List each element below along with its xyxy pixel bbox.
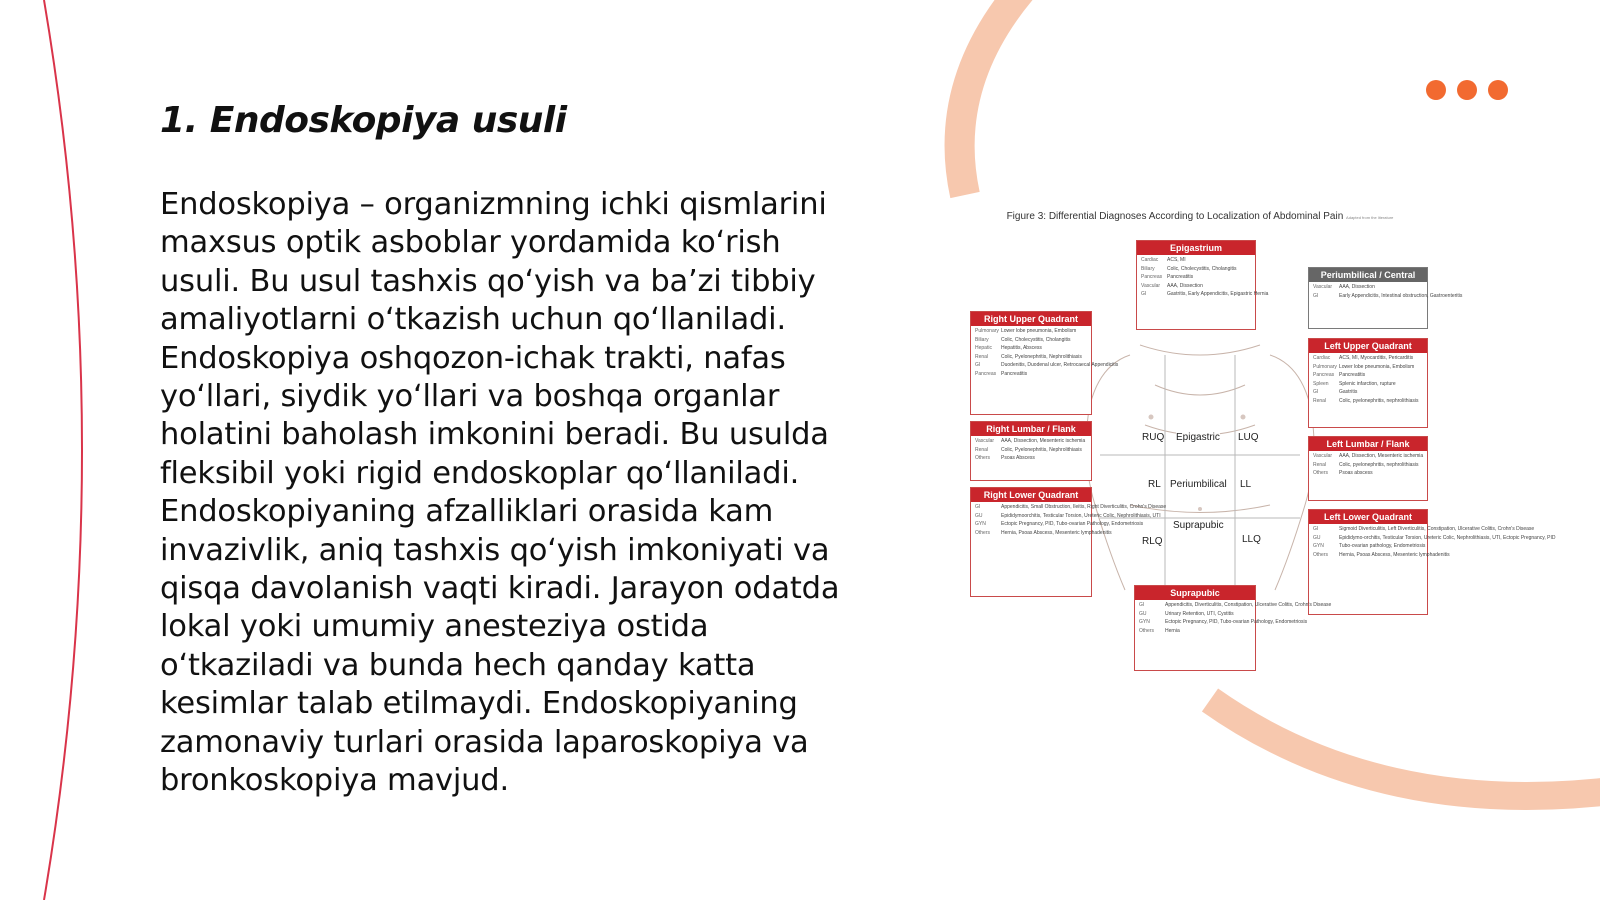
card-row <box>975 439 1087 445</box>
card-title: Right Upper Quadrant <box>971 312 1091 326</box>
region-rlq-label: RLQ <box>1142 536 1163 547</box>
card-row <box>975 521 1144 528</box>
card-right-upper-quadrant <box>970 311 1119 415</box>
card-row-diagnoses: Sigmoid Diverticulitis, Left Diverticulitis, Constipation, Ulcerative Colitis, Crohn's Disease <box>1339 526 1535 532</box>
card-row-diagnoses: Pancreatitis <box>1167 274 1194 280</box>
dot-icon <box>1426 80 1446 100</box>
card-row-diagnoses: Lower lobe pneumonia, Embolism <box>1339 363 1415 370</box>
card-row-category: GI <box>1313 292 1319 299</box>
card-title: Left Lower Quadrant <box>1309 510 1427 524</box>
card-row-category: Others <box>1313 551 1329 558</box>
card-row <box>1139 612 1251 618</box>
card-periumbilical <box>1308 267 1463 329</box>
card-row-category: Others <box>1139 627 1155 634</box>
card-row-diagnoses: Psoas abscess <box>1339 470 1373 476</box>
card-row-diagnoses: AAA, Dissection <box>1339 284 1375 290</box>
card-row <box>1313 551 1450 559</box>
nipple-mark <box>1149 415 1154 420</box>
card-row-diagnoses: Colic, pyelonephritis, nephrolithiasis <box>1339 461 1419 468</box>
region-ll-label: LL <box>1240 479 1252 490</box>
card-row <box>975 529 1112 537</box>
card-row-diagnoses: AAA, Dissection <box>1167 282 1203 289</box>
card-row-diagnoses: Colic, pyelonephritis, nephrolithiasis <box>1339 397 1419 404</box>
card-row-diagnoses: Hepatitis, Abscess <box>1001 345 1042 351</box>
region-periumbilical-label: Periumbilical <box>1170 479 1227 490</box>
card-row-category: Others <box>975 529 991 536</box>
card-row <box>1313 534 1556 542</box>
card-row-diagnoses: Hernia <box>1165 627 1180 634</box>
card-row-diagnoses: Colic, Cholecystitis, Cholangitis <box>1001 336 1071 343</box>
card-row-category: Renal <box>975 353 989 360</box>
card-row-diagnoses: Early Appendicitis, Intestinal obstruction, Gastroenteritis <box>1339 292 1463 299</box>
card-row-diagnoses: Gastritis, Early Appendicitis, Epigastric Hernia <box>1167 291 1269 297</box>
region-llq-label: LLQ <box>1242 534 1261 545</box>
card-row-category: Vascular <box>1141 282 1161 289</box>
card-row <box>1313 463 1423 469</box>
card-title: Suprapubic <box>1135 586 1255 600</box>
navel-mark <box>1198 507 1202 511</box>
card-row-category: Pulmonary <box>1313 363 1337 370</box>
card-row-diagnoses: ACS, MI, Myocarditis, Pericarditis <box>1339 355 1414 361</box>
card-row-diagnoses: Colic, Pyelonephritis, Nephrolithiasis <box>1001 446 1082 453</box>
card-row-category: GU <box>975 512 983 519</box>
card-row-category: Vascular <box>975 438 995 444</box>
card-row-category: Spleen <box>1313 380 1329 387</box>
card-row <box>975 504 1167 511</box>
card-row <box>1141 291 1269 298</box>
card-row-category: GI <box>1139 602 1145 608</box>
card-row-diagnoses: Lower lobe pneumonia, Embolism <box>1001 328 1077 334</box>
card-row <box>1313 292 1463 300</box>
decorative-dots <box>1426 80 1516 100</box>
card-row <box>975 346 1087 352</box>
card-row-diagnoses: AAA, Dissection, Mesenteric ischemia <box>1001 438 1086 444</box>
card-row <box>1313 471 1423 477</box>
card-row-diagnoses: ACS, MI <box>1167 257 1186 263</box>
card-row-category: Renal <box>1313 397 1327 404</box>
card-row <box>975 372 1087 378</box>
card-row-category: GYN <box>1139 619 1150 625</box>
card-row-diagnoses: Tubo-ovarian pathology, Endometriosis <box>1339 543 1426 549</box>
card-row-category: Vascular <box>1313 284 1333 290</box>
card-row-category: Hepatic <box>975 345 992 351</box>
card-row-category: Biliary <box>1141 265 1155 272</box>
region-luq-label: LUQ <box>1238 432 1259 443</box>
dot-icon <box>1457 80 1477 100</box>
card-row-diagnoses: Gastritis <box>1339 389 1358 395</box>
card-row <box>1313 382 1423 388</box>
card-title: Right Lumbar / Flank <box>971 422 1091 436</box>
card-row-diagnoses: Ectopic Pregnancy, PID, Tubo-ovarian Pathology, Endometriosis <box>1165 619 1308 625</box>
card-left-lower-quadrant <box>1308 509 1556 615</box>
card-row-category: GU <box>1139 610 1147 617</box>
card-row <box>1313 365 1423 371</box>
card-title: Left Upper Quadrant <box>1309 339 1427 353</box>
card-row <box>975 448 1087 454</box>
card-row <box>975 512 1161 520</box>
card-title: Epigastrium <box>1137 241 1255 255</box>
card-row-category: Renal <box>1313 461 1327 468</box>
card-suprapubic <box>1134 585 1332 671</box>
card-title: Left Lumbar / Flank <box>1309 437 1427 451</box>
card-row-category: GI <box>975 504 981 510</box>
card-row-category: Cardiac <box>1313 355 1331 361</box>
card-row-diagnoses: Pancreatitis <box>1001 370 1028 377</box>
card-row-category: Others <box>1313 470 1329 476</box>
card-row-diagnoses: Colic, Pyelonephritis, Nephrolithiasis <box>1001 353 1082 360</box>
card-row-category: Pulmonary <box>975 328 999 334</box>
card-row-category: Pancreas <box>1313 372 1335 378</box>
card-row-diagnoses: Appendicitis, Diverticulitis, Constipation, Ulcerative Colitis, Crohn's Disease <box>1165 602 1332 608</box>
card-row-category: GYN <box>975 521 986 527</box>
card-row-diagnoses: Colic, Cholecystitis, Cholangitis <box>1167 265 1237 272</box>
abdominal-pain-figure <box>960 205 1556 685</box>
figure-caption-text: Figure 3: Differential Diagnoses According to Localization of Abdominal Pain <box>1006 211 1344 222</box>
left-accent-curve <box>44 0 82 900</box>
card-row-category: GI <box>1141 291 1147 297</box>
card-row-diagnoses: Epididymo-orchitis, Testicular Torsion, Ureteric Colic, Nephrolithiasis, UTI, Ectopic Pregnancy, PID <box>1339 534 1556 541</box>
card-row-diagnoses: Duodenitis, Duodenal ulcer, Retrocaecal Appendicitis <box>1001 362 1119 368</box>
card-row <box>1313 373 1423 379</box>
card-row-diagnoses: Hernia, Psoas Abscess, Mesenteric lymphadenitis <box>1001 529 1112 536</box>
card-row <box>1313 390 1423 396</box>
card-row <box>1141 258 1251 264</box>
card-row <box>975 355 1087 361</box>
card-row-category: Others <box>975 455 991 461</box>
card-row-category: Renal <box>975 446 989 453</box>
body-paragraph: Endoskopiya – organizmning ichki qismlarini maxsus optik asboblar yordamida ko‘rish usuli. Bu usul tashxis qo‘yish va ba’zi tibbiy amaliyotlarni o‘tkazish uchun qo‘llaniladi. Endoskopiya oshqozon-ichak trakti, nafas yo‘llari, siydik yo‘llari va boshqa organlar holatini baholash imkonini beradi. Bu usulda fleksibil yoki rigid endoskoplar qo‘llaniladi. Endoskopiyaning afzalliklari orasida kam invazivlik, aniq tashxis qo‘yish imkoniyati va qisqa davolanish vaqti kiradi. Jarayon odatda lokal yoki umumiy anesteziya ostida o‘tkaziladi va bunda hech qanday katta kesimlar talab etilmaydi. Endoskopiyaning zamonaviy turlari orasida laparoskopiya va bronkoskopiya mavjud. <box>160 187 840 799</box>
card-row-diagnoses: Splenic infarction, rupture <box>1339 380 1396 387</box>
card-epigastrium <box>1136 240 1269 330</box>
card-row <box>1313 356 1423 362</box>
region-suprapubic-label: Suprapubic <box>1173 520 1224 531</box>
card-row-category: GI <box>1313 526 1319 532</box>
card-row <box>975 329 1087 335</box>
card-row <box>1141 267 1251 273</box>
card-row-category: GI <box>1313 389 1319 395</box>
card-row <box>1141 275 1251 281</box>
card-left-lumbar-flank <box>1308 436 1428 501</box>
card-row-category: GYN <box>1313 543 1324 549</box>
card-row-diagnoses: Urinary Retention, UTI, Cystitis <box>1165 610 1234 617</box>
region-rl-label: RL <box>1148 479 1161 490</box>
card-row-diagnoses: Pancreatitis <box>1339 372 1366 378</box>
card-row <box>1139 602 1332 609</box>
card-row <box>1141 284 1251 290</box>
card-row-category: Vascular <box>1313 453 1333 459</box>
card-row <box>1313 285 1423 291</box>
card-row-diagnoses: Psoas Abscess <box>1001 455 1035 461</box>
region-ruq-label: RUQ <box>1142 432 1165 443</box>
card-row-category: Biliary <box>975 336 989 343</box>
dot-icon <box>1488 80 1508 100</box>
card-row <box>1313 526 1535 533</box>
card-row <box>1313 454 1423 460</box>
slide-title: 1. Endoskopiya usuli <box>160 100 567 141</box>
card-row <box>1313 543 1426 550</box>
card-row-diagnoses: Ectopic Pregnancy, PID, Tubo-ovarian Pathology, Endometriosis <box>1001 521 1144 527</box>
region-epigastric-label: Epigastric <box>1176 432 1220 443</box>
card-row-diagnoses: AAA, Dissection, Mesenteric ischemia <box>1339 453 1424 459</box>
card-right-lumbar-flank <box>970 421 1092 481</box>
card-row-category: Cardiac <box>1141 257 1159 263</box>
bottom-decor-arc <box>1210 700 1600 796</box>
card-row <box>1139 619 1308 626</box>
nipple-mark <box>1241 415 1246 420</box>
card-row-diagnoses: Hernia, Psoas Abscess, Mesenteric lymphadenitis <box>1339 551 1450 558</box>
card-row-category: Pancreas <box>975 370 997 377</box>
card-title: Periumbilical / Central <box>1309 268 1427 282</box>
card-row-category: GI <box>975 362 981 368</box>
card-row <box>975 456 1087 462</box>
card-title: Right Lower Quadrant <box>971 488 1091 502</box>
card-row-diagnoses: Epididymoorchitis, Testicular Torsion, Ureteric Colic, Nephrolithiasis, UTI <box>1001 512 1161 519</box>
top-decor-arc <box>960 0 1030 195</box>
card-row <box>1139 629 1251 635</box>
card-row <box>975 338 1087 344</box>
card-left-upper-quadrant <box>1308 338 1428 428</box>
card-row-category: GU <box>1313 534 1321 541</box>
card-row <box>1313 399 1423 405</box>
card-row <box>975 362 1119 369</box>
card-row-category: Pancreas <box>1141 274 1163 280</box>
figure-caption-source: Adapted from the literature <box>1346 215 1394 220</box>
card-row-diagnoses: Appendicitis, Small Obstruction, Ileitis, Right Diverticulitis, Crohn's Disease <box>1001 504 1167 510</box>
